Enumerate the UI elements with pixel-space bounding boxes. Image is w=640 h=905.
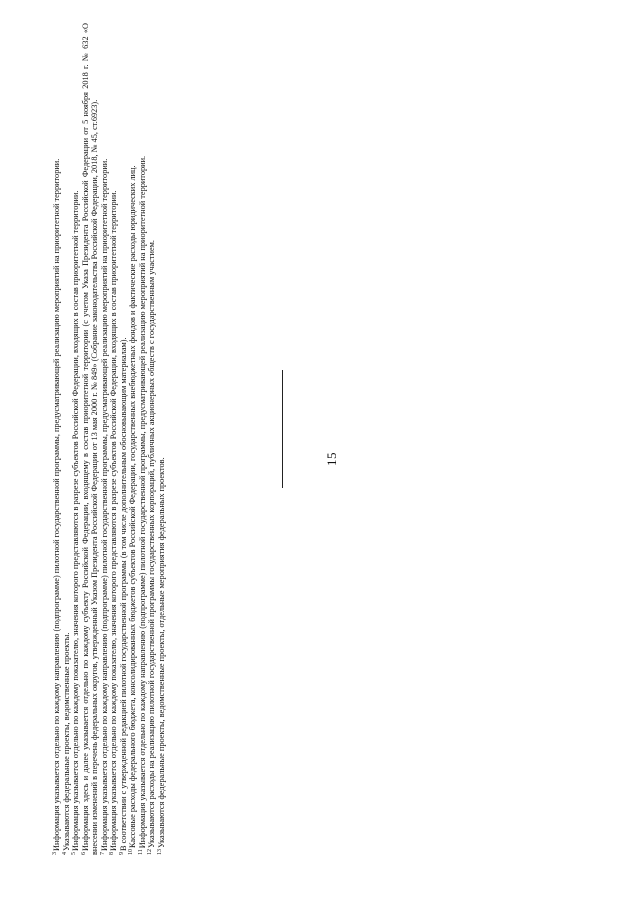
footnote-text: Указываются федеральные проекты, ведомственные проекты. [61, 632, 71, 851]
footnote [109, 23, 119, 855]
footnote-text: Информация указывается отдельно по каждому направлению (подпрограмме) пилотной государственной программы, предусматривающей реализацию мероприятий на приоритетной территории. [137, 155, 147, 849]
footnote-separator [282, 370, 283, 488]
footnote-mark: 7 [99, 852, 106, 855]
footnote [52, 23, 62, 855]
footnote-text: Кассовые расходы федерального бюджета, консолидированных бюджетов субъектов Российской Федерации, государственных внебюджетных фондов и фактические расходы юридических лиц. [128, 165, 138, 848]
footnote [138, 23, 148, 855]
footnote-mark: 3 [52, 852, 58, 855]
footnote-text: Указываются федеральные проекты, ведомственные проекты, отдельные мероприятия федеральных проектов. [157, 457, 167, 848]
footnote-mark: 8 [109, 852, 116, 855]
footnote-mark: 11 [137, 849, 144, 855]
footnote-text: Указываются расходы на реализацию пилотной государственной программы государственных корпораций, публичных акционерных обществ с государственным участием. [147, 240, 157, 848]
footnote-text: Информация указывается отдельно по каждому показателю, значения которого представляются в разрезе субъектов Российской Федерации, входящих в состав приоритетной территории. [109, 190, 119, 851]
footnote [128, 23, 138, 855]
footnote [119, 23, 129, 855]
footnote [157, 23, 167, 855]
footnote-text: Информация здесь и далее указывается отдельно по каждому субъекту Российской Федерации, входящему в состав приоритетной территории (с учетом Указа Президента Российской Федерации от 5 ноября 2018 г. № 632 «О внесении изменений в перечень федеральных округов, утвержденный Указом Президента Российской Федерации от 13 мая 2000 г. № 849» (Собрание законодательства Российской Федерации, 2018, № 45, ст.6923). [80, 23, 100, 855]
footnote [81, 23, 100, 855]
footnote-text: Информация указывается отдельно по каждому направлению (подпрограмме) пилотной государственной программы, предусматривающей реализацию мероприятий на приоритетной территории. [99, 158, 109, 851]
footnote-text: В соответствии с утвержденной редакцией пилотной государственной программы (в том числе дополнительным обосновывающим материалам). [118, 337, 128, 851]
footnote-mark: 6 [80, 852, 87, 855]
footnote [100, 23, 110, 855]
rotated-sheet [52, 20, 352, 880]
footnote [147, 23, 157, 855]
footnotes [52, 23, 266, 855]
footnote-mark: 12 [147, 849, 154, 855]
page-number: 15 [324, 452, 339, 466]
footnote-mark: 10 [128, 849, 135, 855]
footnote-mark: 4 [61, 852, 68, 855]
footnote-mark: 9 [118, 852, 125, 855]
footnote-mark: 13 [157, 849, 164, 855]
footnote-text: Информация указывается отдельно по каждому направлению (подпрограмме) пилотной государственной программы, предусматривающей реализацию мероприятий на приоритетной территории. [52, 158, 61, 851]
footnote-mark: 5 [71, 852, 78, 855]
footnote-text: Информация указывается отдельно по каждому показателю, значения которого представляются в разрезе субъектов Российской Федерации, входящих в состав приоритетной территории. [71, 190, 81, 851]
footnote [71, 23, 81, 855]
footnote [62, 23, 72, 855]
